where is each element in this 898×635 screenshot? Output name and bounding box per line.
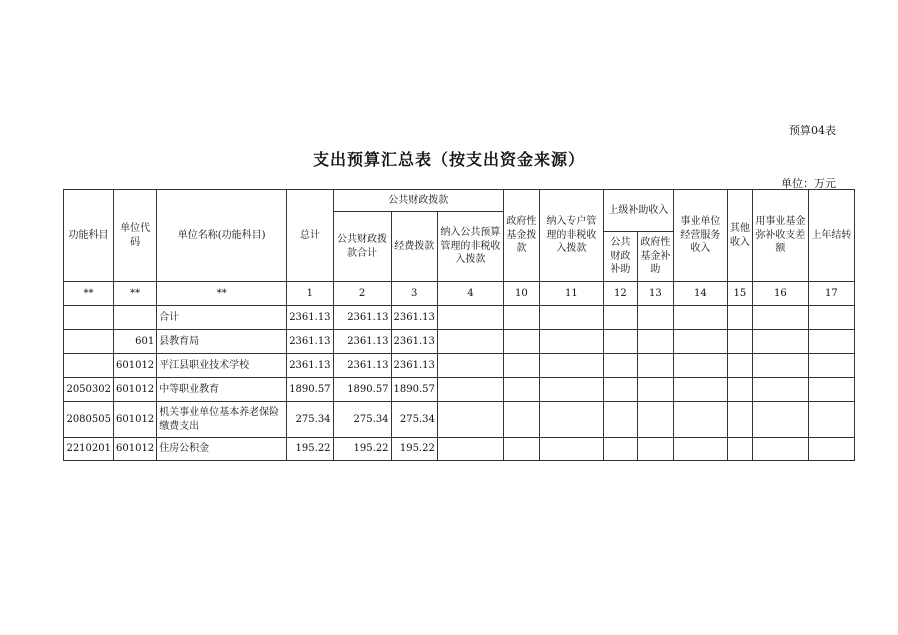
index-row xyxy=(64,282,855,306)
empty-cell xyxy=(503,438,539,461)
empty-cell xyxy=(808,402,854,438)
total-cell: 2361.13 xyxy=(287,330,333,354)
empty-cell xyxy=(503,402,539,438)
empty-cell xyxy=(752,306,808,330)
unit-code-cell: 601 xyxy=(114,330,157,354)
pf-subtotal-cell: 2361.13 xyxy=(333,330,391,354)
unit-name-cell: 机关事业单位基本养老保险缴费支出 xyxy=(157,402,287,438)
empty-cell xyxy=(752,402,808,438)
empty-cell xyxy=(727,306,752,330)
total-cell: 195.22 xyxy=(287,438,333,461)
table-row xyxy=(64,438,855,461)
unit-name-cell: 中等职业教育 xyxy=(157,378,287,402)
empty-cell xyxy=(808,354,854,378)
header-public-fiscal: 公共财政拨款 xyxy=(333,190,503,212)
empty-cell xyxy=(752,330,808,354)
index-cell: ** xyxy=(64,282,114,306)
empty-cell xyxy=(808,438,854,461)
empty-cell xyxy=(673,402,727,438)
header-upper-subsidy: 上级补助收入 xyxy=(603,190,673,232)
table-row xyxy=(64,330,855,354)
index-cell: 14 xyxy=(673,282,727,306)
empty-cell xyxy=(637,378,673,402)
total-cell: 2361.13 xyxy=(287,306,333,330)
pf-funds-cell: 2361.13 xyxy=(391,330,437,354)
total-cell: 275.34 xyxy=(287,402,333,438)
pf-funds-cell: 275.34 xyxy=(391,402,437,438)
pf-funds-cell: 1890.57 xyxy=(391,378,437,402)
empty-cell xyxy=(603,306,637,330)
unit-code-cell: 601012 xyxy=(114,402,157,438)
unit-name-cell: 县教育局 xyxy=(157,330,287,354)
empty-cell xyxy=(637,330,673,354)
empty-cell xyxy=(539,306,603,330)
pf-subtotal-cell: 195.22 xyxy=(333,438,391,461)
empty-cell xyxy=(637,402,673,438)
header-biz-income: 事业单位经营服务收入 xyxy=(673,190,727,282)
empty-cell xyxy=(503,330,539,354)
empty-cell xyxy=(727,354,752,378)
budget-table xyxy=(63,189,855,461)
empty-cell xyxy=(673,306,727,330)
pf-funds-cell: 2361.13 xyxy=(391,306,437,330)
table-row xyxy=(64,378,855,402)
header-us-gov: 政府性基金补助 xyxy=(637,232,673,282)
empty-cell xyxy=(727,438,752,461)
header-pf-funds: 经费拨款 xyxy=(391,212,437,282)
unit-code-cell: 601012 xyxy=(114,354,157,378)
empty-cell xyxy=(539,402,603,438)
index-cell: 2 xyxy=(333,282,391,306)
empty-cell xyxy=(727,330,752,354)
header-other-income: 其他收入 xyxy=(727,190,752,282)
pf-funds-cell: 2361.13 xyxy=(391,354,437,378)
header-us-public: 公共财政补助 xyxy=(603,232,637,282)
unit-name-cell: 住房公积金 xyxy=(157,438,287,461)
header-carryover: 上年结转 xyxy=(808,190,854,282)
empty-cell xyxy=(727,402,752,438)
empty-cell xyxy=(673,378,727,402)
table-row xyxy=(64,306,855,330)
pf-subtotal-cell: 275.34 xyxy=(333,402,391,438)
empty-cell xyxy=(752,354,808,378)
func-code-cell: 2050302 xyxy=(64,378,114,402)
empty-cell xyxy=(539,378,603,402)
empty-cell xyxy=(539,438,603,461)
func-code-cell xyxy=(64,330,114,354)
empty-cell xyxy=(437,306,503,330)
index-cell: 3 xyxy=(391,282,437,306)
index-cell: 4 xyxy=(437,282,503,306)
header-unit-name: 单位名称(功能科目) xyxy=(157,190,287,282)
form-number: 预算04表 xyxy=(789,124,836,137)
header-func-code: 功能科目 xyxy=(64,190,114,282)
index-cell: ** xyxy=(157,282,287,306)
empty-cell xyxy=(752,438,808,461)
empty-cell xyxy=(539,354,603,378)
index-cell: 13 xyxy=(637,282,673,306)
header-total: 总计 xyxy=(287,190,333,282)
empty-cell xyxy=(503,354,539,378)
empty-cell xyxy=(808,306,854,330)
empty-cell xyxy=(503,378,539,402)
header-pf-nontax: 纳入公共预算管理的非税收入拨款 xyxy=(437,212,503,282)
empty-cell xyxy=(727,378,752,402)
unit-name-cell: 合计 xyxy=(157,306,287,330)
header-special-nontax: 纳入专户管理的非税收入拨款 xyxy=(539,190,603,282)
index-cell: ** xyxy=(114,282,157,306)
header-gov-fund: 政府性基金拨款 xyxy=(503,190,539,282)
empty-cell xyxy=(808,378,854,402)
func-code-cell xyxy=(64,306,114,330)
empty-cell xyxy=(673,330,727,354)
empty-cell xyxy=(603,354,637,378)
empty-cell xyxy=(603,438,637,461)
empty-cell xyxy=(437,438,503,461)
empty-cell xyxy=(637,354,673,378)
empty-cell xyxy=(673,438,727,461)
unit-name-cell: 平江县职业技术学校 xyxy=(157,354,287,378)
empty-cell xyxy=(437,378,503,402)
index-cell: 12 xyxy=(603,282,637,306)
pf-subtotal-cell: 2361.13 xyxy=(333,306,391,330)
empty-cell xyxy=(603,378,637,402)
pf-funds-cell: 195.22 xyxy=(391,438,437,461)
unit-code-cell: 601012 xyxy=(114,378,157,402)
total-cell: 1890.57 xyxy=(287,378,333,402)
func-code-cell xyxy=(64,354,114,378)
empty-cell xyxy=(673,354,727,378)
unit-code-cell xyxy=(114,306,157,330)
empty-cell xyxy=(539,330,603,354)
empty-cell xyxy=(637,306,673,330)
empty-cell xyxy=(437,330,503,354)
empty-cell xyxy=(752,378,808,402)
pf-subtotal-cell: 1890.57 xyxy=(333,378,391,402)
empty-cell xyxy=(503,306,539,330)
index-cell: 11 xyxy=(539,282,603,306)
index-cell: 16 xyxy=(752,282,808,306)
unit-label: 单位：万元 xyxy=(781,177,836,190)
header-fund-cover: 用事业基金弥补收支差额 xyxy=(752,190,808,282)
header-unit-code: 单位代码 xyxy=(114,190,157,282)
empty-cell xyxy=(437,354,503,378)
pf-subtotal-cell: 2361.13 xyxy=(333,354,391,378)
empty-cell xyxy=(603,330,637,354)
page-title: 支出预算汇总表（按支出资金来源） xyxy=(312,150,585,169)
index-cell: 17 xyxy=(808,282,854,306)
index-cell: 1 xyxy=(287,282,333,306)
unit-code-cell: 601012 xyxy=(114,438,157,461)
table-row xyxy=(64,402,855,438)
empty-cell xyxy=(637,438,673,461)
table-row xyxy=(64,354,855,378)
empty-cell xyxy=(603,402,637,438)
index-cell: 10 xyxy=(503,282,539,306)
empty-cell xyxy=(437,402,503,438)
header-pf-subtotal: 公共财政拨款合计 xyxy=(333,212,391,282)
func-code-cell: 2210201 xyxy=(64,438,114,461)
total-cell: 2361.13 xyxy=(287,354,333,378)
index-cell: 15 xyxy=(727,282,752,306)
empty-cell xyxy=(808,330,854,354)
func-code-cell: 2080505 xyxy=(64,402,114,438)
